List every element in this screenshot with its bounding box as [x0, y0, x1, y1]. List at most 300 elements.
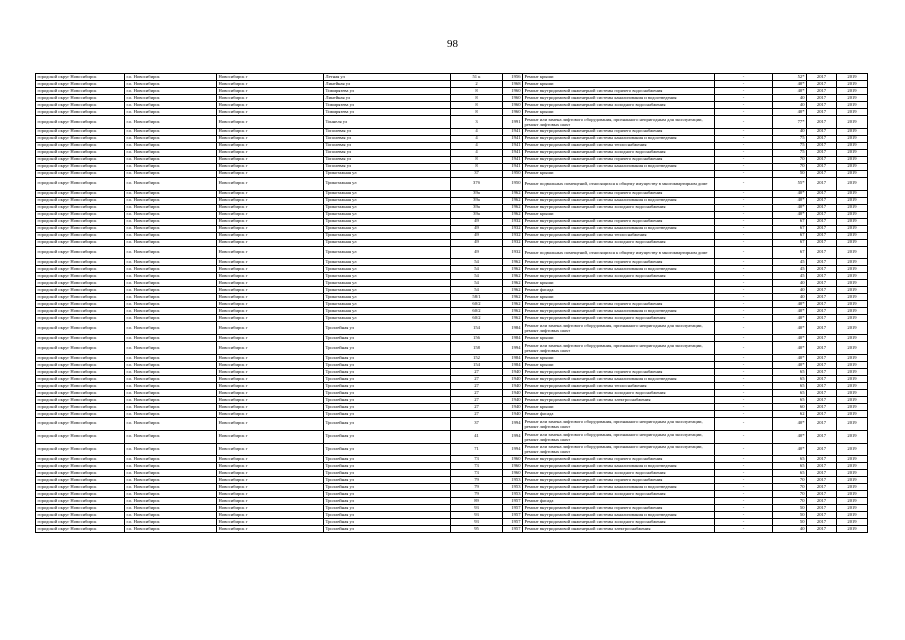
- locality-cell: Новосибирск г: [217, 456, 324, 463]
- start-year-cell: 2017: [807, 519, 837, 526]
- cost-cell: 40*: [773, 308, 807, 315]
- municipality-cell: городской округ Новосибирск: [36, 294, 125, 301]
- street-cell: Троллейная ул: [324, 430, 451, 443]
- locality-cell: Новосибирск г: [217, 368, 324, 375]
- house-cell: 152: [451, 354, 503, 361]
- table-row: [36, 149, 868, 156]
- house-cell: 93: [451, 512, 503, 519]
- work-type-cell: Ремонт внутридомовой инженерной системы горячего водоснабжения: [523, 156, 715, 163]
- blank-cell: -: [715, 163, 773, 170]
- cost-cell: 50: [773, 512, 807, 519]
- year-cell: 1932: [503, 232, 523, 239]
- house-cell: 27: [451, 389, 503, 396]
- end-year-cell: 2019: [837, 368, 868, 375]
- municipality-cell: городской округ Новосибирск: [36, 335, 125, 342]
- municipality-cell: городской округ Новосибирск: [36, 342, 125, 355]
- table-row: [36, 218, 868, 225]
- house-cell: 8: [451, 95, 503, 102]
- street-cell: Троллейная ул: [324, 456, 451, 463]
- house-cell: 79: [451, 484, 503, 491]
- house-cell: 27: [451, 375, 503, 382]
- locality-cell: Новосибирск г: [217, 102, 324, 109]
- municipality-cell: городской округ Новосибирск: [36, 259, 125, 266]
- end-year-cell: 2019: [837, 225, 868, 232]
- cost-cell: 67: [773, 232, 807, 239]
- blank-cell: -: [715, 335, 773, 342]
- house-cell: 79: [451, 491, 503, 498]
- start-year-cell: 2017: [807, 396, 837, 403]
- municipality-cell: городской округ Новосибирск: [36, 232, 125, 239]
- locality-cell: Новосибирск г: [217, 280, 324, 287]
- year-cell: 1991: [503, 116, 523, 129]
- start-year-cell: 2017: [807, 109, 837, 116]
- work-type-cell: Ремонт внутридомовой инженерной системы канализования и водоотведения: [523, 135, 715, 142]
- cost-cell: 40*: [773, 211, 807, 218]
- street-cell: Троллейная ул: [324, 512, 451, 519]
- year-cell: 1960: [503, 456, 523, 463]
- cost-cell: 52*: [773, 74, 807, 81]
- start-year-cell: 2017: [807, 382, 837, 389]
- start-year-cell: 2017: [807, 204, 837, 211]
- locality-cell: Новосибирск г: [217, 512, 324, 519]
- locality-cell: Новосибирск г: [217, 417, 324, 430]
- house-cell: 95: [451, 526, 503, 533]
- cost-cell: 70: [773, 156, 807, 163]
- locality-cell: Новосибирск г: [217, 463, 324, 470]
- cost-cell: 45: [773, 266, 807, 273]
- year-cell: 1984: [503, 361, 523, 368]
- street-cell: Троллейная ул: [324, 484, 451, 491]
- table-row: [36, 443, 868, 456]
- house-cell: 54: [451, 259, 503, 266]
- blank-cell: -: [715, 273, 773, 280]
- locality-cell: Новосибирск г: [217, 526, 324, 533]
- settlement-cell: г.о. Новосибирск: [125, 410, 217, 417]
- year-cell: 1941: [503, 142, 523, 149]
- year-cell: 1962: [503, 315, 523, 322]
- municipality-cell: городской округ Новосибирск: [36, 170, 125, 177]
- street-cell: Троллейная ул: [324, 382, 451, 389]
- start-year-cell: 2017: [807, 211, 837, 218]
- work-type-cell: Ремонт крыши: [523, 335, 715, 342]
- street-cell: Трикотажная ул: [324, 266, 451, 273]
- locality-cell: Новосибирск г: [217, 109, 324, 116]
- blank-cell: -: [715, 294, 773, 301]
- cost-cell: 40*: [773, 197, 807, 204]
- start-year-cell: 2017: [807, 368, 837, 375]
- municipality-cell: городской округ Новосибирск: [36, 396, 125, 403]
- year-cell: 1994: [503, 443, 523, 456]
- locality-cell: Новосибирск г: [217, 430, 324, 443]
- settlement-cell: г.о. Новосибирск: [125, 156, 217, 163]
- table-row: [36, 280, 868, 287]
- cost-cell: 40*: [773, 443, 807, 456]
- locality-cell: Новосибирск г: [217, 239, 324, 246]
- locality-cell: Новосибирск г: [217, 116, 324, 129]
- municipality-cell: городской округ Новосибирск: [36, 368, 125, 375]
- blank-cell: -: [715, 498, 773, 505]
- table-row: [36, 354, 868, 361]
- start-year-cell: 2017: [807, 456, 837, 463]
- work-type-cell: Ремонт внутридомовой инженерной системы канализования и водоотведения: [523, 197, 715, 204]
- municipality-cell: городской округ Новосибирск: [36, 375, 125, 382]
- table-row: [36, 505, 868, 512]
- house-cell: 54: [451, 273, 503, 280]
- house-cell: 49: [451, 218, 503, 225]
- year-cell: 1940: [503, 389, 523, 396]
- locality-cell: Новосибирск г: [217, 218, 324, 225]
- settlement-cell: г.о. Новосибирск: [125, 88, 217, 95]
- locality-cell: Новосибирск г: [217, 315, 324, 322]
- work-type-cell: Ремонт внутридомовой инженерной системы горячего водоснабжения: [523, 88, 715, 95]
- end-year-cell: 2019: [837, 163, 868, 170]
- settlement-cell: г.о. Новосибирск: [125, 354, 217, 361]
- street-cell: Троллейная ул: [324, 491, 451, 498]
- street-cell: Троллейная ул: [324, 322, 451, 335]
- start-year-cell: 2017: [807, 280, 837, 287]
- locality-cell: Новосибирск г: [217, 246, 324, 259]
- year-cell: 1932: [503, 225, 523, 232]
- settlement-cell: г.о. Новосибирск: [125, 128, 217, 135]
- settlement-cell: г.о. Новосибирск: [125, 142, 217, 149]
- work-type-cell: Ремонт внутридомовой инженерной системы электроснабжения: [523, 526, 715, 533]
- year-cell: 1941: [503, 156, 523, 163]
- house-cell: 8: [451, 156, 503, 163]
- house-cell: 4: [451, 135, 503, 142]
- blank-cell: -: [715, 204, 773, 211]
- start-year-cell: 2017: [807, 259, 837, 266]
- year-cell: 1932: [503, 239, 523, 246]
- blank-cell: -: [715, 95, 773, 102]
- house-cell: 8: [451, 163, 503, 170]
- municipality-cell: городской округ Новосибирск: [36, 526, 125, 533]
- end-year-cell: 2019: [837, 477, 868, 484]
- blank-cell: -: [715, 190, 773, 197]
- street-cell: Трикотажная ул: [324, 218, 451, 225]
- cost-cell: 55*: [773, 177, 807, 190]
- start-year-cell: 2017: [807, 149, 837, 156]
- municipality-cell: городской округ Новосибирск: [36, 109, 125, 116]
- settlement-cell: г.о. Новосибирск: [125, 280, 217, 287]
- year-cell: 1962: [503, 308, 523, 315]
- blank-cell: -: [715, 116, 773, 129]
- work-type-cell: Ремонт крыши: [523, 361, 715, 368]
- house-cell: 39а: [451, 204, 503, 211]
- settlement-cell: г.о. Новосибирск: [125, 301, 217, 308]
- work-type-cell: Ремонт фасада: [523, 410, 715, 417]
- blank-cell: -: [715, 505, 773, 512]
- end-year-cell: 2019: [837, 354, 868, 361]
- settlement-cell: г.о. Новосибирск: [125, 403, 217, 410]
- work-type-cell: Ремонт внутридомовой инженерной системы холодного водоснабжения: [523, 204, 715, 211]
- end-year-cell: 2019: [837, 88, 868, 95]
- locality-cell: Новосибирск г: [217, 163, 324, 170]
- end-year-cell: 2019: [837, 301, 868, 308]
- locality-cell: Новосибирск г: [217, 498, 324, 505]
- year-cell: 1940: [503, 396, 523, 403]
- cost-cell: 67: [773, 225, 807, 232]
- year-cell: 1941: [503, 128, 523, 135]
- cost-cell: 67: [773, 246, 807, 259]
- work-type-cell: Ремонт внутридомовой инженерной системы горячего водоснабжения: [523, 477, 715, 484]
- settlement-cell: г.о. Новосибирск: [125, 484, 217, 491]
- work-type-cell: Ремонт или замена лифтового оборудования, признанного непригодным для эксплуатации, ремонт лифтовых шахт: [523, 342, 715, 355]
- blank-cell: -: [715, 484, 773, 491]
- street-cell: Трикотажная ул: [324, 239, 451, 246]
- blank-cell: -: [715, 470, 773, 477]
- street-cell: Тополевая ул: [324, 128, 451, 135]
- house-cell: 3: [451, 116, 503, 129]
- settlement-cell: г.о. Новосибирск: [125, 315, 217, 322]
- street-cell: Трикотажная ул: [324, 280, 451, 287]
- house-cell: 27: [451, 382, 503, 389]
- start-year-cell: 2017: [807, 116, 837, 129]
- year-cell: 1960: [503, 88, 523, 95]
- house-cell: 154: [451, 361, 503, 368]
- blank-cell: -: [715, 512, 773, 519]
- blank-cell: -: [715, 463, 773, 470]
- start-year-cell: 2017: [807, 81, 837, 88]
- work-type-cell: Ремонт фасада: [523, 287, 715, 294]
- street-cell: Тимирязева ул: [324, 109, 451, 116]
- end-year-cell: 2019: [837, 526, 868, 533]
- municipality-cell: городской округ Новосибирск: [36, 382, 125, 389]
- municipality-cell: городской округ Новосибирск: [36, 505, 125, 512]
- cost-cell: 40: [773, 287, 807, 294]
- locality-cell: Новосибирск г: [217, 266, 324, 273]
- settlement-cell: г.о. Новосибирск: [125, 463, 217, 470]
- table-row: [36, 382, 868, 389]
- work-type-cell: Ремонт внутридомовой инженерной системы горячего водоснабжения: [523, 190, 715, 197]
- house-cell: 154: [451, 322, 503, 335]
- house-cell: 4: [451, 142, 503, 149]
- work-type-cell: Ремонт крыши: [523, 81, 715, 88]
- work-type-cell: Ремонт или замена лифтового оборудования, признанного непригодным для эксплуатации, ремонт лифтовых шахт: [523, 430, 715, 443]
- municipality-cell: городской округ Новосибирск: [36, 389, 125, 396]
- end-year-cell: 2019: [837, 315, 868, 322]
- municipality-cell: городской округ Новосибирск: [36, 484, 125, 491]
- start-year-cell: 2017: [807, 177, 837, 190]
- cost-cell: 40*: [773, 109, 807, 116]
- municipality-cell: городской округ Новосибирск: [36, 163, 125, 170]
- house-cell: 49: [451, 232, 503, 239]
- work-type-cell: Ремонт крыши: [523, 170, 715, 177]
- house-cell: 39а: [451, 211, 503, 218]
- house-cell: 39а: [451, 197, 503, 204]
- blank-cell: -: [715, 315, 773, 322]
- settlement-cell: г.о. Новосибирск: [125, 396, 217, 403]
- locality-cell: Новосибирск г: [217, 342, 324, 355]
- locality-cell: Новосибирск г: [217, 142, 324, 149]
- table-row: [36, 142, 868, 149]
- house-cell: 93: [451, 505, 503, 512]
- table-row: [36, 389, 868, 396]
- settlement-cell: г.о. Новосибирск: [125, 211, 217, 218]
- settlement-cell: г.о. Новосибирск: [125, 322, 217, 335]
- cost-cell: 40*: [773, 342, 807, 355]
- start-year-cell: 2017: [807, 239, 837, 246]
- blank-cell: -: [715, 135, 773, 142]
- cost-cell: 40*: [773, 335, 807, 342]
- settlement-cell: г.о. Новосибирск: [125, 239, 217, 246]
- cost-cell: 75: [773, 135, 807, 142]
- end-year-cell: 2019: [837, 491, 868, 498]
- year-cell: 1940: [503, 410, 523, 417]
- street-cell: Тимирязева ул: [324, 88, 451, 95]
- house-cell: 54: [451, 266, 503, 273]
- end-year-cell: 2019: [837, 375, 868, 382]
- year-cell: 1956: [503, 74, 523, 81]
- settlement-cell: г.о. Новосибирск: [125, 287, 217, 294]
- end-year-cell: 2019: [837, 403, 868, 410]
- year-cell: 1962: [503, 190, 523, 197]
- cost-cell: 40*: [773, 417, 807, 430]
- locality-cell: Новосибирск г: [217, 197, 324, 204]
- table-row: [36, 135, 868, 142]
- year-cell: 1940: [503, 403, 523, 410]
- house-cell: 2: [451, 81, 503, 88]
- repair-program-table: [35, 73, 868, 533]
- start-year-cell: 2017: [807, 512, 837, 519]
- house-cell: 158: [451, 342, 503, 355]
- table-row: [36, 211, 868, 218]
- blank-cell: -: [715, 156, 773, 163]
- house-cell: 37: [451, 417, 503, 430]
- start-year-cell: 2017: [807, 246, 837, 259]
- start-year-cell: 2017: [807, 287, 837, 294]
- settlement-cell: г.о. Новосибирск: [125, 389, 217, 396]
- start-year-cell: 2017: [807, 266, 837, 273]
- blank-cell: -: [715, 375, 773, 382]
- blank-cell: -: [715, 354, 773, 361]
- table-row: [36, 526, 868, 533]
- street-cell: Троллейная ул: [324, 368, 451, 375]
- blank-cell: -: [715, 389, 773, 396]
- municipality-cell: городской округ Новосибирск: [36, 102, 125, 109]
- municipality-cell: городской округ Новосибирск: [36, 81, 125, 88]
- table-row: [36, 204, 868, 211]
- work-type-cell: Ремонт или замена лифтового оборудования, признанного непригодным для эксплуатации, ремонт лифтовых шахт: [523, 322, 715, 335]
- settlement-cell: г.о. Новосибирск: [125, 477, 217, 484]
- cost-cell: 65: [773, 375, 807, 382]
- settlement-cell: г.о. Новосибирск: [125, 519, 217, 526]
- municipality-cell: городской округ Новосибирск: [36, 301, 125, 308]
- cost-cell: 40*: [773, 315, 807, 322]
- table-row: [36, 430, 868, 443]
- work-type-cell: Ремонт внутридомовой инженерной системы холодного водоснабжения: [523, 149, 715, 156]
- blank-cell: -: [715, 239, 773, 246]
- start-year-cell: 2017: [807, 403, 837, 410]
- end-year-cell: 2019: [837, 484, 868, 491]
- settlement-cell: г.о. Новосибирск: [125, 382, 217, 389]
- cost-cell: 67: [773, 239, 807, 246]
- locality-cell: Новосибирск г: [217, 382, 324, 389]
- locality-cell: Новосибирск г: [217, 190, 324, 197]
- start-year-cell: 2017: [807, 375, 837, 382]
- work-type-cell: Ремонт внутридомовой инженерной системы канализования и водоотведения: [523, 375, 715, 382]
- end-year-cell: 2019: [837, 177, 868, 190]
- street-cell: Трикотажная ул: [324, 301, 451, 308]
- cost-cell: 67: [773, 218, 807, 225]
- municipality-cell: городской округ Новосибирск: [36, 443, 125, 456]
- municipality-cell: городской округ Новосибирск: [36, 149, 125, 156]
- settlement-cell: г.о. Новосибирск: [125, 335, 217, 342]
- street-cell: Троллейная ул: [324, 354, 451, 361]
- end-year-cell: 2019: [837, 246, 868, 259]
- year-cell: 1984: [503, 335, 523, 342]
- municipality-cell: городской округ Новосибирск: [36, 156, 125, 163]
- settlement-cell: г.о. Новосибирск: [125, 190, 217, 197]
- settlement-cell: г.о. Новосибирск: [125, 273, 217, 280]
- table-row: [36, 361, 868, 368]
- cost-cell: 40*: [773, 81, 807, 88]
- blank-cell: -: [715, 287, 773, 294]
- house-cell: 39а: [451, 190, 503, 197]
- start-year-cell: 2017: [807, 315, 837, 322]
- end-year-cell: 2019: [837, 259, 868, 266]
- locality-cell: Новосибирск г: [217, 204, 324, 211]
- table-row: [36, 368, 868, 375]
- house-cell: 71: [451, 443, 503, 456]
- street-cell: Трикотажная ул: [324, 315, 451, 322]
- start-year-cell: 2017: [807, 361, 837, 368]
- year-cell: 1940: [503, 368, 523, 375]
- locality-cell: Новосибирск г: [217, 135, 324, 142]
- cost-cell: 60: [773, 403, 807, 410]
- start-year-cell: 2017: [807, 477, 837, 484]
- municipality-cell: городской округ Новосибирск: [36, 491, 125, 498]
- start-year-cell: 2017: [807, 225, 837, 232]
- year-cell: 1940: [503, 382, 523, 389]
- year-cell: 1960: [503, 470, 523, 477]
- year-cell: 1962: [503, 294, 523, 301]
- municipality-cell: городской округ Новосибирск: [36, 142, 125, 149]
- municipality-cell: городской округ Новосибирск: [36, 197, 125, 204]
- page-number: 98: [447, 38, 458, 50]
- municipality-cell: городской округ Новосибирск: [36, 239, 125, 246]
- cost-cell: 45: [773, 259, 807, 266]
- end-year-cell: 2019: [837, 266, 868, 273]
- street-cell: Линейная ул: [324, 81, 451, 88]
- end-year-cell: 2019: [837, 81, 868, 88]
- municipality-cell: городской округ Новосибирск: [36, 410, 125, 417]
- house-cell: 49: [451, 246, 503, 259]
- end-year-cell: 2019: [837, 519, 868, 526]
- work-type-cell: Ремонт внутридомовой инженерной системы холодного водоснабжения: [523, 491, 715, 498]
- table-row: [36, 301, 868, 308]
- house-cell: 27: [451, 368, 503, 375]
- work-type-cell: Ремонт крыши: [523, 211, 715, 218]
- table-row: [36, 512, 868, 519]
- house-cell: 58/1: [451, 294, 503, 301]
- end-year-cell: 2019: [837, 116, 868, 129]
- municipality-cell: городской округ Новосибирск: [36, 456, 125, 463]
- locality-cell: Новосибирск г: [217, 505, 324, 512]
- street-cell: Трикотажная ул: [324, 308, 451, 315]
- municipality-cell: городской округ Новосибирск: [36, 218, 125, 225]
- municipality-cell: городской округ Новосибирск: [36, 116, 125, 129]
- start-year-cell: 2017: [807, 491, 837, 498]
- start-year-cell: 2017: [807, 74, 837, 81]
- street-cell: Троллейная ул: [324, 335, 451, 342]
- locality-cell: Новосибирск г: [217, 81, 324, 88]
- blank-cell: -: [715, 396, 773, 403]
- year-cell: 1957: [503, 519, 523, 526]
- cost-cell: 40: [773, 294, 807, 301]
- work-type-cell: Ремонт внутридомовой инженерной системы холодного водоснабжения: [523, 102, 715, 109]
- settlement-cell: г.о. Новосибирск: [125, 135, 217, 142]
- settlement-cell: г.о. Новосибирск: [125, 505, 217, 512]
